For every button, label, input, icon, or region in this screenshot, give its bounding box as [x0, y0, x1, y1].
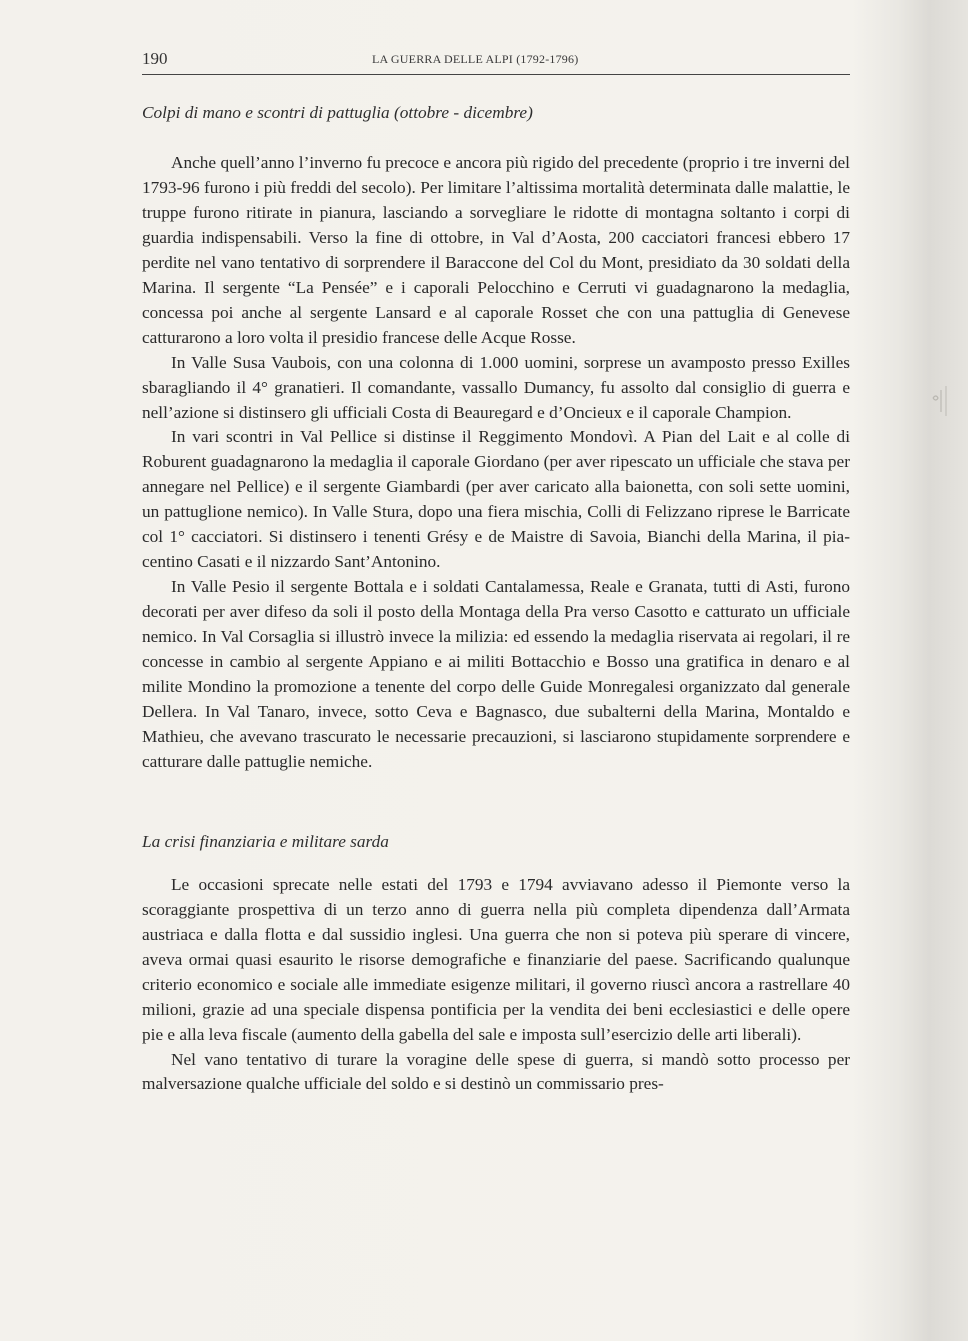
scan-mark-icon: [930, 380, 956, 420]
paragraph: In Valle Pesio il sergente Bottala e i soldati Cantalamessa, Reale e Granata, tutti di Asti, furono decorati per aver difeso da soli il posto della Montaga della Pra verso Casotto e catturato un ufficiale nemico. In Val Corsaglia si illustrò invece la milizia: ed essendo la medaglia riservata ai regolari, il re concesse in cambio al sergente Appiano e ai militi Bottacchio e Bosso una gratifica in denaro e al milite Mondino la promozione a tenente del corpo delle Guide Monregalesi organizzato dal generale Dellera. In Val Tanaro, invece, sotto Ceva e Bagnasco, due subalterni della Marina, Montaldo e Mathieu, che avevano trascurato le necessarie precauzioni, si lasciarono stupidamente sorprendere e catturare dalle pattuglie nemiche.: [142, 577, 850, 771]
page-header: [142, 49, 850, 71]
paragraph: In vari scontri in Val Pellice si distinse il Reggimento Mondovì. A Pian del Lait e al colle di Roburent guadagnarono la medaglia il caporale Giordano (per aver ripescato un ufficiale che stava per annegare nel Pellice) e il sergente Giambardi (per aver caricato alla baionetta, con soli sette uomini, un pattuglione nemico). In Valle Stura, dopo una fiera mischia, Colli di Felizzano riprese le Barricate col 1° cacciatori. Si distinsero i tenenti Grésy e de Maistre di Savoia, Bianchi della Marina, il piacentino Casati e il nizzardo Sant’Antonino.: [142, 427, 850, 572]
paragraph: Le occasioni sprecate nelle estati del 1793 e 1794 avviavano adesso il Piemonte verso la scoraggiante prospettiva di un terzo anno di guerra nella più completa dipendenza dall’Armata austriaca e dalla flotta e dal sussidio inglesi. Una guerra che non si poteva più sperare di vincere, aveva ormai quasi esaurito le risorse demografiche e finanziarie del paese. Sacrificando qualunque criterio economico e sociale alle immediate esigenze militari, il governo riuscì ancora a rastrellare 40 milioni, grazie ad una speciale dispensa pontificia per la vendita dei beni ecclesiastici e delle opere pie e alla leva fiscale (aumento della gabella del sale e imposta sull’esercizio delle arti liberali).: [142, 874, 850, 1044]
section-title-crisi-finanziaria: La crisi finanziaria e militare sarda: [142, 831, 389, 851]
paragraph: In Valle Susa Vaubois, con una colonna di 1.000 uomini, sorprese un avamposto presso Exilles sbaragliando il 4° granatieri. Il comandante, vassallo Dumancy, fu assolto dal consiglio di guerra e nell’azione si distinsero gli ufficiali Costa di Beauregard e d’Oncieux e il caporale Champion.: [142, 352, 850, 422]
running-title: LA GUERRA DELLE ALPI (1792-1796): [372, 52, 579, 66]
paragraph: Anche quell’anno l’inverno fu precoce e ancora più rigido del precedente (proprio i tre inverni del 1793-96 furono i più freddi del secolo). Per limitare l’altissima mortalità determinata dalle malattie, le truppe furono ritirate in pianura, lasciando a sorvegliare le ridotte di montagna soltanto i corpi di guardia indispensabili. Verso la fine di ottobre, in Val d’Aosta, 200 cacciatori francesi ebbero 17 perdite nel vano tentativo di sorprendere il Baraccone del Col du Mont, presidiato da 30 soldati della Marina. Il sergente “La Pensée” e i caporali Pelocchino e Cerruti vi guadagnarono la medaglia, concessa poi anche al sergente Lansard e al caporale Rosset che con una pattuglia di Genevese catturarono a loro volta il presidio francese delle Acque Rosse.: [142, 153, 850, 347]
paragraph: Nel vano tentativo di turare la voragine delle spese di guerra, si mandò sotto processo per malversazione qualche ufficiale del soldo e si destinò un commissario pres-: [142, 1049, 850, 1094]
page-number: 190: [142, 49, 168, 68]
section-title-colpi-di-mano: Colpi di mano e scontri di pattuglia (ottobre - dicembre): [142, 103, 533, 122]
header-rule: [142, 74, 850, 75]
page-body: [142, 100, 850, 1097]
